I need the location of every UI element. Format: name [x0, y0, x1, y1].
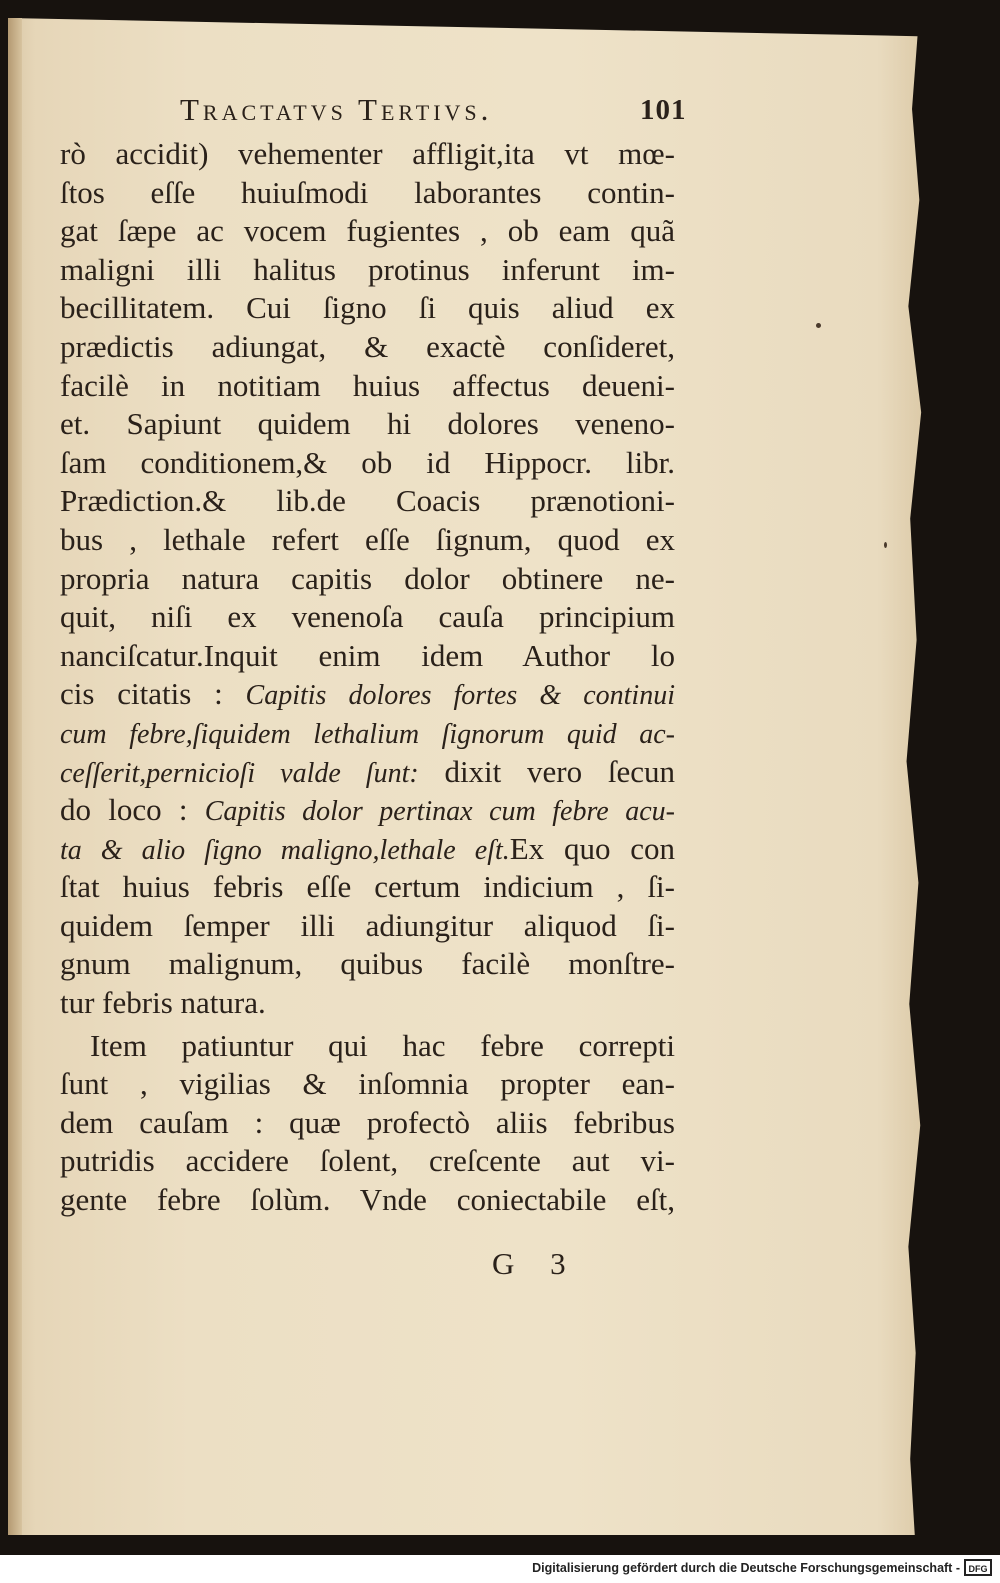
text-segment: quidem ſemper illi adiungitur aliquod ſi- [60, 907, 675, 943]
text-line [60, 521, 675, 560]
text-line [60, 482, 675, 521]
text-segment: facilè in notitiam huius affectus deueni- [60, 367, 675, 403]
text-segment: ſunt , vigilias & inſomnia propter ean- [60, 1066, 675, 1102]
dfg-logo: DFG [964, 1559, 992, 1576]
text-line [60, 714, 675, 753]
text-segment: putridis accidere ſolent, creſcente aut vi- [60, 1143, 675, 1179]
text-line [60, 598, 675, 637]
text-segment: ſam conditionem,& ob id Hippocr. libr. [60, 444, 675, 480]
text-segment: dixit vero ſecun [418, 753, 675, 789]
body-text [60, 135, 675, 1220]
text-segment: propria natura capitis dolor obtinere ne- [60, 560, 675, 596]
text-segment: Prædiction.& lib.de Coacis prænotioni- [60, 483, 675, 519]
text-line [60, 135, 675, 174]
text-line [60, 675, 675, 714]
text-segment: maligni illi halitus protinus inferunt im- [60, 251, 675, 287]
text-line [60, 174, 675, 213]
text-line [60, 984, 675, 1023]
text-segment: gente febre ſolùm. Vnde coniectabile eſt, [60, 1182, 675, 1218]
text-line [60, 1104, 675, 1143]
text-segment: nanciſcatur.Inquit enim idem Author lo [60, 637, 675, 673]
footer-bar [0, 1555, 1000, 1583]
text-line [60, 791, 675, 830]
running-head: Tractatvs Tertivs. [180, 92, 493, 127]
text-segment: gat ſæpe ac vocem fugientes , ob eam quã [60, 213, 675, 249]
text-segment: prædictis adiungat, & exactè conſideret, [60, 328, 675, 364]
signature-mark: G 3 [492, 1246, 580, 1281]
text-segment: dem cauſam : quæ profectò aliis febribus [60, 1104, 675, 1140]
text-segment: tur febris natura. [60, 985, 266, 1021]
text-line [60, 868, 675, 907]
text-segment: Ex quo con [509, 830, 675, 866]
text-segment: rò accidit) vehementer affligit,ita vt mœ- [60, 136, 675, 171]
page-gutter [8, 18, 22, 1535]
text-segment: quit, niſi ex venenoſa cauſa principium [60, 599, 675, 635]
text-line [60, 1065, 675, 1104]
text-segment: bus , lethale refert eſſe ſignum, quod ex [60, 521, 675, 557]
text-line [60, 212, 675, 251]
text-line [60, 637, 675, 676]
text-line [60, 753, 675, 792]
text-segment: becillitatem. Cui ſigno ſi quis aliud ex [60, 290, 675, 326]
text-line [60, 945, 675, 984]
page-number: 101 [640, 94, 687, 126]
italic-quote: Capitis dolor pertinax cum febre acu- [204, 796, 675, 828]
text-line [60, 251, 675, 290]
italic-quote: Capitis dolores fortes & continui [245, 680, 675, 712]
text-segment: gnum malignum, quibus facilè monſtre- [60, 946, 675, 982]
text-segment: Item patiuntur qui hac febre correpti [90, 1027, 675, 1063]
ink-speck [884, 542, 887, 548]
text-segment: do loco : [60, 792, 205, 828]
text-line [60, 444, 675, 483]
text-line [60, 1142, 675, 1181]
text-segment: ſtos eſſe huiuſmodi laborantes contin- [60, 174, 675, 210]
text-line [60, 289, 675, 328]
text-line [60, 367, 675, 406]
text-line [60, 830, 675, 869]
text-line [60, 328, 675, 367]
text-line [60, 405, 675, 444]
text-segment: cis citatis : [60, 676, 246, 712]
text-line [60, 1027, 675, 1066]
text-line [60, 560, 675, 599]
italic-quote: ta & alio ſigno maligno,lethale eſt. [60, 834, 510, 866]
text-line [60, 1181, 675, 1220]
ink-speck [816, 323, 821, 328]
italic-quote: cum febre,ſiquidem lethalium ſignorum quid ac- [60, 718, 675, 750]
italic-quote: ceſſerit,pernicioſi valde ſunt: [60, 757, 419, 789]
text-line [60, 907, 675, 946]
text-segment: ſtat huius febris eſſe certum indicium , ſi- [60, 869, 675, 905]
text-segment: et. Sapiunt quidem hi dolores veneno- [60, 406, 675, 442]
footer-credit: Digitalisierung gefördert durch die Deutsche Forschungsgemeinschaft - [532, 1561, 960, 1575]
